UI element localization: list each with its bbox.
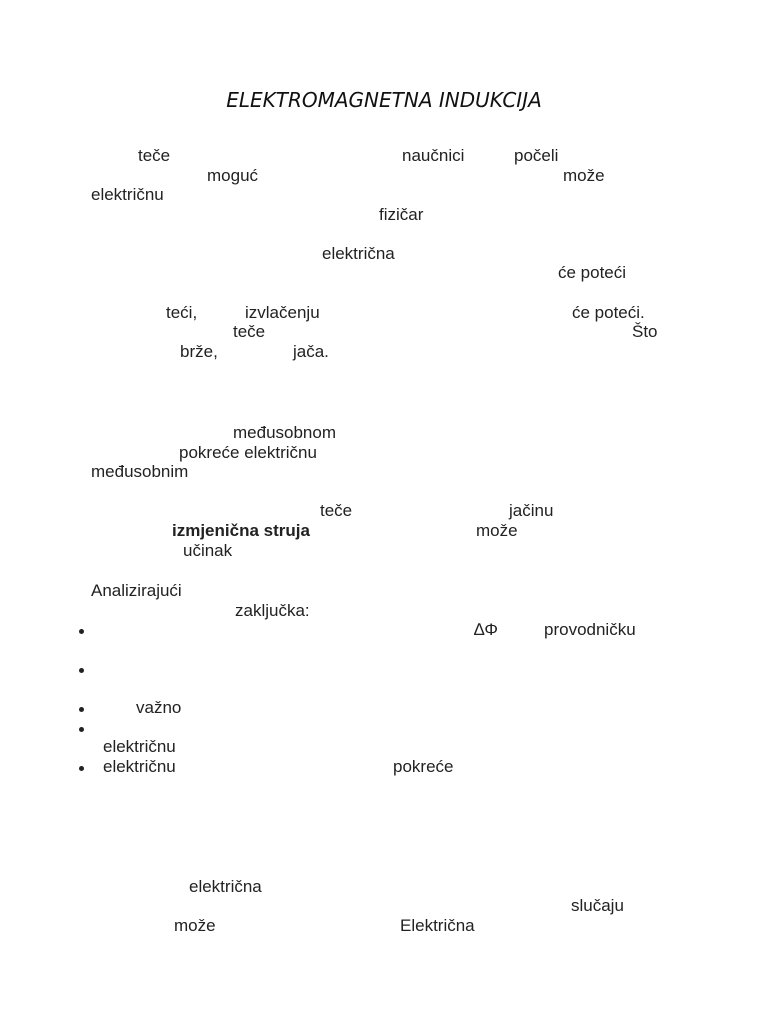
para1-word-6: električnu	[91, 185, 164, 204]
para5-word-4: može	[476, 521, 518, 540]
para1-word-4: moguć	[207, 166, 259, 185]
para3-word-2: izvlačenju	[245, 303, 320, 322]
para3-word-6: brže,	[180, 342, 218, 361]
bullet-dot	[79, 629, 84, 634]
para2-word-1: električna	[322, 244, 395, 263]
para1-word-2: naučnici	[402, 146, 465, 165]
para1-word-5: može	[563, 166, 605, 185]
para3-word-7: jača.	[293, 342, 329, 361]
bullet-5-word-2: pokreće	[393, 757, 454, 776]
para2-word-2: će poteći	[558, 263, 627, 282]
bullet-5-word-1: električnu	[103, 757, 176, 776]
para7-word-4: Električna	[400, 916, 475, 935]
para1-word-7: fizičar	[379, 205, 424, 224]
para3-word-3: će poteći.	[572, 303, 645, 322]
para5-bold-term: izmjenična struja	[172, 521, 310, 540]
bullet-1-symbol: ∆Φ	[474, 620, 498, 639]
para7-word-2: slučaju	[571, 896, 624, 915]
para7-word-3: može	[174, 916, 216, 935]
bullet-dot	[79, 766, 84, 771]
para4-word-3: međusobnim	[91, 462, 189, 481]
para4-word-2: pokreće električnu	[179, 443, 317, 462]
bullet-dot	[79, 727, 84, 732]
para5-word-5: učinak	[183, 541, 233, 560]
para3-word-4: teče	[233, 322, 266, 341]
para5-word-1: teče	[320, 501, 353, 520]
para1-word-1: teče	[138, 146, 171, 165]
para6-word-1: Analizirajući	[91, 581, 182, 600]
bullet-3-word: važno	[136, 698, 182, 717]
bullet-dot	[79, 668, 84, 673]
page-title: ELEKTROMAGNETNA INDUKCIJA	[226, 88, 542, 112]
para3-word-1: teći,	[166, 303, 198, 322]
bullet-4-word: električnu	[103, 737, 176, 756]
bullet-dot	[79, 707, 84, 712]
para4-word-1: međusobnom	[233, 423, 337, 442]
para6-word-2: zaključka:	[235, 601, 310, 620]
para3-word-5: Što	[632, 322, 658, 341]
para7-word-1: električna	[189, 877, 262, 896]
para5-word-2: jačinu	[509, 501, 554, 520]
para1-word-3: počeli	[514, 146, 559, 165]
bullet-1-word: provodničku	[544, 620, 636, 639]
